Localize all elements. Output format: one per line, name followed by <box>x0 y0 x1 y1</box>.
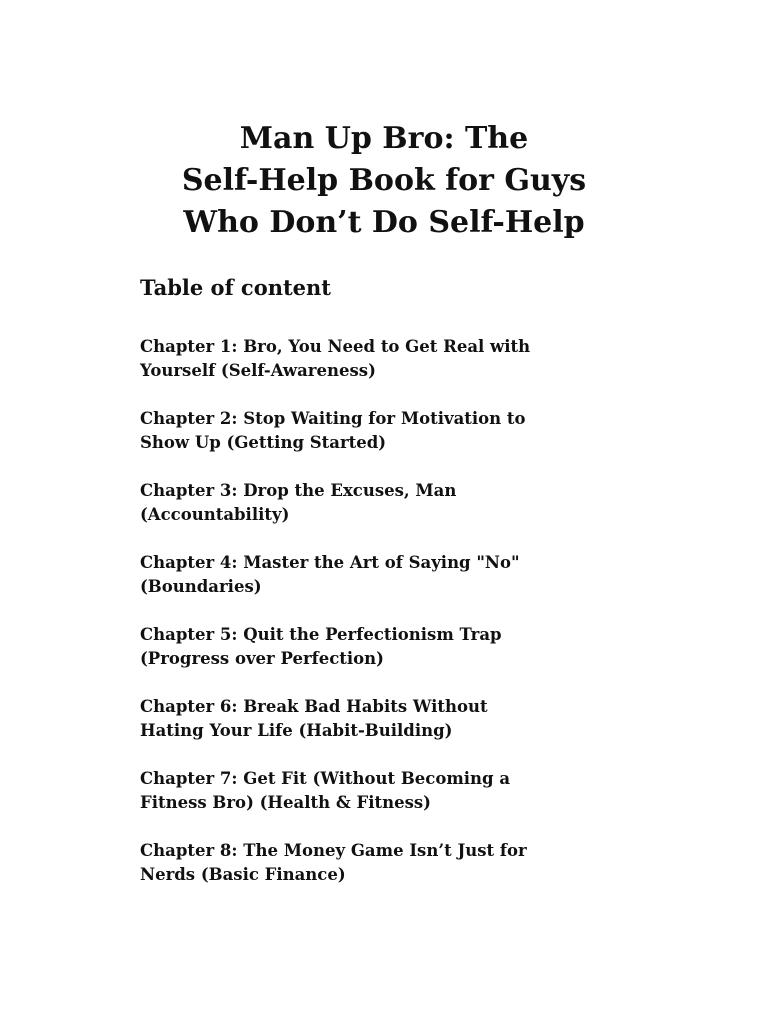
toc-item-line: Show Up (Getting Started) <box>140 433 387 452</box>
toc-item-line: Chapter 2: Stop Waiting for Motivation to <box>140 409 526 428</box>
toc-item-line: Chapter 3: Drop the Excuses, Man <box>140 481 457 500</box>
toc-heading: Table of content <box>140 275 331 300</box>
toc-item-chapter-8 <box>140 839 640 911</box>
toc-item-line: Chapter 1: Bro, You Need to Get Real with <box>140 337 531 356</box>
toc-item-line: (Accountability) <box>140 505 290 524</box>
book-title-line-3: Who Don’t Do Self-Help <box>183 205 585 240</box>
toc-item-line: Chapter 7: Get Fit (Without Becoming a <box>140 769 511 788</box>
toc-item-chapter-1 <box>140 335 640 407</box>
table-of-contents <box>140 335 640 911</box>
toc-item-line: Chapter 5: Quit the Perfectionism Trap <box>140 625 502 644</box>
toc-item-line: (Progress over Perfection) <box>140 649 384 668</box>
toc-item-chapter-6 <box>140 695 640 767</box>
toc-item-chapter-4 <box>140 551 640 623</box>
toc-item-line: Chapter 6: Break Bad Habits Without <box>140 697 488 716</box>
toc-item-line: Chapter 4: Master the Art of Saying "No" <box>140 553 520 572</box>
toc-item-line: Chapter 8: The Money Game Isn’t Just for <box>140 841 527 860</box>
toc-item-chapter-5 <box>140 623 640 695</box>
toc-item-line: (Boundaries) <box>140 577 262 596</box>
book-title-line-1: Man Up Bro: The <box>239 121 529 156</box>
toc-item-line: Nerds (Basic Finance) <box>140 865 346 884</box>
toc-item-chapter-7 <box>140 767 640 839</box>
toc-item-line: Yourself (Self-Awareness) <box>140 361 376 380</box>
book-title <box>0 118 768 244</box>
toc-item-line: Fitness Bro) (Health & Fitness) <box>140 793 431 812</box>
toc-item-chapter-3 <box>140 479 640 551</box>
toc-item-chapter-2 <box>140 407 640 479</box>
book-title-line-2: Self-Help Book for Guys <box>181 163 587 198</box>
toc-item-line: Hating Your Life (Habit-Building) <box>140 721 453 740</box>
